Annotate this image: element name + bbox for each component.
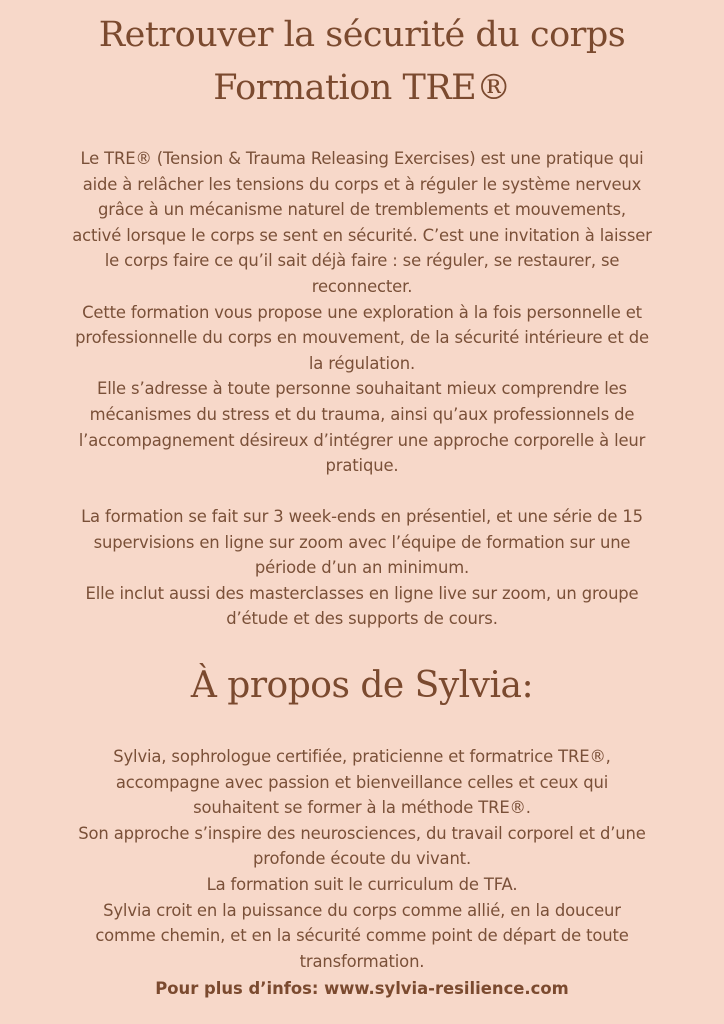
- intro-line: activé lorsque le corps se sent en sécurité. C’est une invitation à laisser: [72, 225, 652, 245]
- intro-line: Elle s’adresse à toute personne souhaitant mieux comprendre les: [97, 379, 627, 399]
- about-line: transformation.: [299, 951, 425, 971]
- intro-line: mécanismes du stress et du trauma, ainsi qu’aux professionnels de: [89, 404, 635, 424]
- about-paragraph: [30, 744, 694, 974]
- intro-line: aide à relâcher les tensions du corps et à réguler le système nerveux: [82, 174, 642, 194]
- about-line: comme chemin, et en la sécurité comme point de départ de toute: [95, 926, 629, 946]
- page-title: Retrouver la sécurité du corps: [98, 15, 626, 55]
- about-line: La formation suit le curriculum de TFA.: [206, 874, 518, 894]
- format-line: période d’un an minimum.: [254, 558, 470, 578]
- intro-paragraph: [30, 146, 694, 479]
- intro-line: Le TRE® (Tension & Trauma Releasing Exercises) est une pratique qui: [80, 149, 644, 168]
- intro-line: professionnelle du corps en mouvement, de la sécurité intérieure et de: [75, 328, 649, 348]
- contact-info: Pour plus d’infos: www.sylvia-resilience.com: [155, 979, 569, 998]
- intro-line: grâce à un mécanisme naturel de tremblements et mouvements,: [98, 200, 626, 220]
- about-line: Son approche s’inspire des neurosciences, du travail corporel et d’une: [78, 823, 646, 843]
- about-line: Sylvia, sophrologue certifiée, praticienne et formatrice TRE®,: [113, 747, 611, 766]
- about-line: Sylvia croit en la puissance du corps comme allié, en la douceur: [103, 900, 621, 920]
- intro-line: la régulation.: [308, 353, 416, 373]
- format-line: La formation se fait sur 3 week-ends en présentiel, et une série de 15: [81, 507, 643, 526]
- format-paragraph: [30, 504, 694, 632]
- format-line: d’étude et des supports de cours.: [226, 609, 498, 629]
- page-subtitle: Formation TRE®: [213, 68, 511, 108]
- intro-line: Cette formation vous propose une exploration à la fois personnelle et: [82, 302, 642, 322]
- about-line: souhaitent se former à la méthode TRE®.: [193, 798, 531, 818]
- about-line: accompagne avec passion et bienveillance celles et ceux qui: [115, 772, 609, 792]
- format-line: supervisions en ligne sur zoom avec l’équipe de formation sur une: [93, 532, 631, 552]
- intro-line: pratique.: [325, 456, 399, 476]
- about-heading: À propos de Sylvia:: [190, 665, 534, 706]
- intro-line: l’accompagnement désireux d’intégrer une approche corporelle à leur: [78, 430, 646, 450]
- format-line: Elle inclut aussi des masterclasses en ligne live sur zoom, un groupe: [85, 583, 639, 603]
- intro-line: le corps faire ce qu’il sait déjà faire : se réguler, se restaurer, se: [104, 251, 620, 271]
- intro-line: reconnecter.: [311, 276, 413, 296]
- about-line: profonde écoute du vivant.: [252, 849, 472, 869]
